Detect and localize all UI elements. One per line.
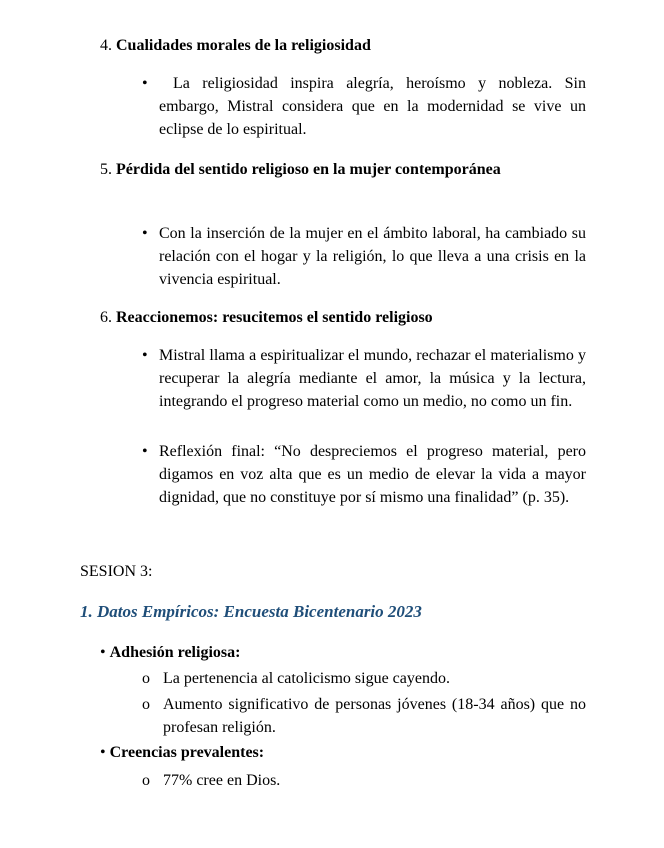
group-1-item-2-text: Aumento significativo de personas jóvenes (18-34 años) que no profesan religión. [163, 696, 586, 736]
section-6-bullet-2 [142, 440, 586, 509]
bullet-icon: • [100, 644, 106, 661]
section-4-number: 4. [100, 37, 112, 54]
group-1-title: Adhesión religiosa: [109, 644, 241, 661]
section-6-heading [100, 306, 433, 329]
section-4-bullet-1-text: La religiosidad inspira alegría, heroísmo y nobleza. Sin embargo, Mistral considera que en la modernidad se vive un eclipse de lo espiritual. [159, 75, 586, 138]
group-1-item-1 [142, 667, 586, 690]
group-2-heading [100, 741, 264, 764]
section-6-bullet-1-text: Mistral llama a espiritualizar el mundo, rechazar el materialismo y recuperar la alegría mediante el amor, la música y la lectura, integrando el progreso material como un medio, no como un fin. [159, 347, 586, 410]
group-1-heading [100, 641, 240, 664]
section-5-bullet-1 [142, 222, 586, 291]
session-label: SESION 3: [80, 563, 153, 580]
section-6-title: Reaccionemos: resucitemos el sentido religioso [116, 309, 433, 326]
bullet-icon: • [142, 443, 148, 460]
section-5-title: Pérdida del sentido religioso en la mujer contemporánea [116, 161, 501, 178]
group-1-item-2 [142, 693, 586, 739]
section-5-bullet-1-text: Con la inserción de la mujer en el ámbito laboral, ha cambiado su relación con el hogar y la religión, lo que lleva a una crisis en la vivencia espiritual. [159, 225, 586, 288]
section-6-number: 6. [100, 309, 112, 326]
section-5-number: 5. [100, 161, 112, 178]
group-2-item-1 [142, 769, 586, 792]
bullet-icon: • [100, 744, 106, 761]
hollow-bullet-icon: o [142, 670, 150, 687]
section-5-heading [100, 158, 586, 181]
section-6-bullet-2-text: Reflexión final: “No despreciemos el progreso material, pero digamos en voz alta que es un medio de elevar la vida a mayor dignidad, que no constituye por sí mismo una finalidad” (p. 35). [159, 443, 586, 506]
hollow-bullet-icon: o [142, 696, 150, 713]
group-1-item-1-text: La pertenencia al catolicismo sigue cayendo. [163, 670, 450, 687]
section-4-title: Cualidades morales de la religiosidad [116, 37, 371, 54]
hollow-bullet-icon: o [142, 772, 150, 789]
group-2-item-1-text: 77% cree en Dios. [163, 772, 281, 789]
section-4-bullet-1 [142, 72, 586, 141]
group-2-title: Creencias prevalentes: [109, 744, 265, 761]
section-4-heading [100, 34, 371, 57]
empirical-data-heading: 1. Datos Empíricos: Encuesta Bicentenario 2023 [80, 602, 422, 621]
bullet-icon: • [142, 75, 148, 92]
bullet-icon: • [142, 347, 148, 364]
bullet-icon: • [142, 225, 148, 242]
section-6-bullet-1 [142, 344, 586, 413]
